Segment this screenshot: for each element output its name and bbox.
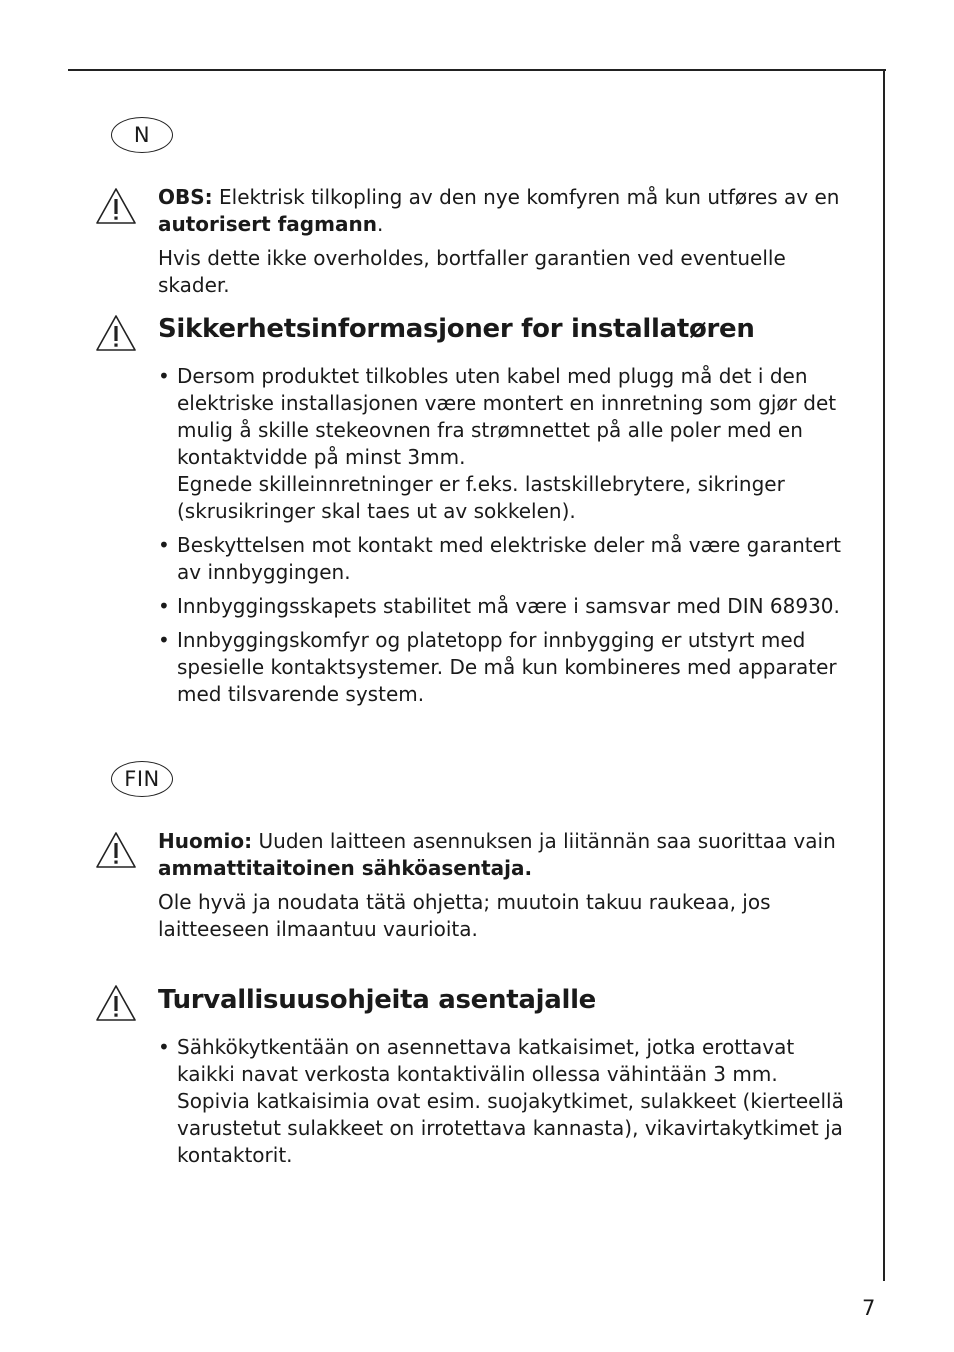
warning-triangle-icon	[94, 186, 138, 226]
list-item: • Innbyggingsskapets stabilitet må være i samsvar med DIN 68930.	[158, 593, 858, 620]
section-heading: Sikkerhetsinformasjoner for installatøren	[158, 314, 755, 344]
notice-block	[158, 184, 858, 299]
language-badge-fin: FIN	[111, 761, 173, 797]
list-item: • Beskyttelsen mot kontakt med elektriske deler må være garantert av innbyggingen.	[158, 532, 858, 586]
top-rule	[68, 69, 886, 71]
list-item: • Dersom produktet tilkobles uten kabel med plugg må det i den elektriske installasjonen være montert en innretning som gjør det mulig å skille stekeovnen fra strømnettet på alle poler med en kontaktvidde på minst 3mm. Egnede skilleinnretninger er f.eks. lastskillebrytere, sikringer (skrusikringer skal taes ut av sokkelen).	[158, 363, 858, 525]
section-heading: Turvallisuusohjeita asentajalle	[158, 985, 597, 1015]
notice-emphasis: autorisert fagmann	[158, 212, 377, 236]
page-number: 7	[862, 1296, 876, 1320]
notice-followup: Ole hyvä ja noudata tätä ohjetta; muutoin takuu raukeaa, jos laitteeseen ilmaantuu vaurioita.	[158, 890, 771, 941]
notice-emphasis: ammattitaitoinen sähköasentaja.	[158, 856, 533, 880]
notice-text: OBS: Elektrisk tilkopling av den nye komfyren må kun utføres av en autorisert fagmann.	[158, 185, 840, 236]
notice-block	[158, 828, 858, 943]
bullet-list	[158, 1034, 858, 1169]
list-item: • Innbyggingskomfyr og platetopp for innbygging er utstyrt med spesielle kontaktsystemer. De må kun kombineres med apparater med tilsvarende system.	[158, 627, 858, 708]
bullet-list	[158, 363, 858, 708]
right-margin-rule	[883, 69, 885, 1281]
list-item: • Sähkökytkentään on asennettava katkaisimet, jotka erottavat kaikki navat verkosta kontaktivälin ollessa vähintään 3 mm. Sopivia katkaisimia ovat esim. suojakytkimet, sulakkeet (kierteellä varustetut sulakkeet on irrotettava kannasta), vikavirtakytkimet ja kontaktorit.	[158, 1034, 858, 1169]
notice-label: OBS:	[158, 185, 213, 209]
notice-followup: Hvis dette ikke overholdes, bortfaller garantien ved eventuelle skader.	[158, 246, 786, 297]
notice-label: Huomio:	[158, 829, 253, 853]
notice-text: Huomio: Uuden laitteen asennuksen ja liitännän saa suorittaa vain ammattitaitoinen sähköasentaja.	[158, 829, 836, 880]
warning-triangle-icon	[94, 983, 138, 1023]
warning-triangle-icon	[94, 313, 138, 353]
language-badge-n: N	[111, 117, 173, 153]
warning-triangle-icon	[94, 830, 138, 870]
